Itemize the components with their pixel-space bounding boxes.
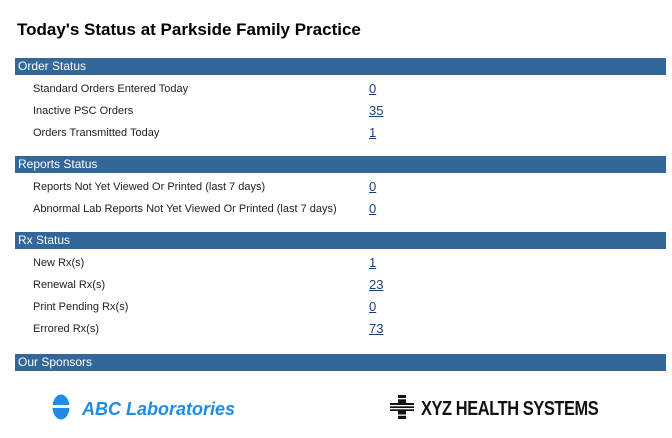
standard-orders-link[interactable]: 0	[369, 81, 377, 96]
new-rx-link[interactable]: 1	[369, 255, 377, 270]
xyz-health-systems-logo-icon	[389, 394, 415, 425]
abc-laboratories-sponsor-link[interactable]	[52, 396, 235, 422]
abc-laboratories-logo-icon	[52, 394, 70, 425]
order-status-header: Order Status	[15, 58, 666, 75]
abnormal-lab-reports-link[interactable]: 0	[369, 201, 377, 216]
page-title: Today's Status at Parkside Family Practice	[17, 20, 361, 39]
errored-rx-link[interactable]: 73	[369, 321, 384, 336]
reports-not-viewed-link[interactable]: 0	[369, 179, 377, 194]
inactive-psc-orders-link[interactable]: 35	[369, 103, 384, 118]
errored-rx-label: Errored Rx(s)	[33, 323, 100, 335]
print-pending-rx-label: Print Pending Rx(s)	[33, 301, 129, 313]
rx-status-header: Rx Status	[15, 232, 666, 249]
our-sponsors-header: Our Sponsors	[15, 354, 666, 371]
xyz-health-systems-name: XYZ HEALTH SYSTEMS	[421, 397, 599, 420]
renewal-rx-label: Renewal Rx(s)	[33, 279, 106, 291]
reports-status-header: Reports Status	[15, 156, 666, 173]
orders-transmitted-label: Orders Transmitted Today	[33, 127, 160, 139]
orders-transmitted-link[interactable]: 1	[369, 125, 377, 140]
reports-not-viewed-label: Reports Not Yet Viewed Or Printed (last 7 days)	[33, 181, 266, 193]
abc-laboratories-name: ABC Laboratories	[82, 398, 236, 419]
abnormal-lab-reports-label: Abnormal Lab Reports Not Yet Viewed Or Printed (last 7 days)	[33, 203, 337, 215]
xyz-health-systems-sponsor-link[interactable]	[389, 395, 637, 423]
standard-orders-label: Standard Orders Entered Today	[33, 83, 189, 95]
renewal-rx-link[interactable]: 23	[369, 277, 384, 292]
inactive-psc-orders-label: Inactive PSC Orders	[33, 105, 134, 117]
new-rx-label: New Rx(s)	[33, 257, 85, 269]
print-pending-rx-link[interactable]: 0	[369, 299, 377, 314]
